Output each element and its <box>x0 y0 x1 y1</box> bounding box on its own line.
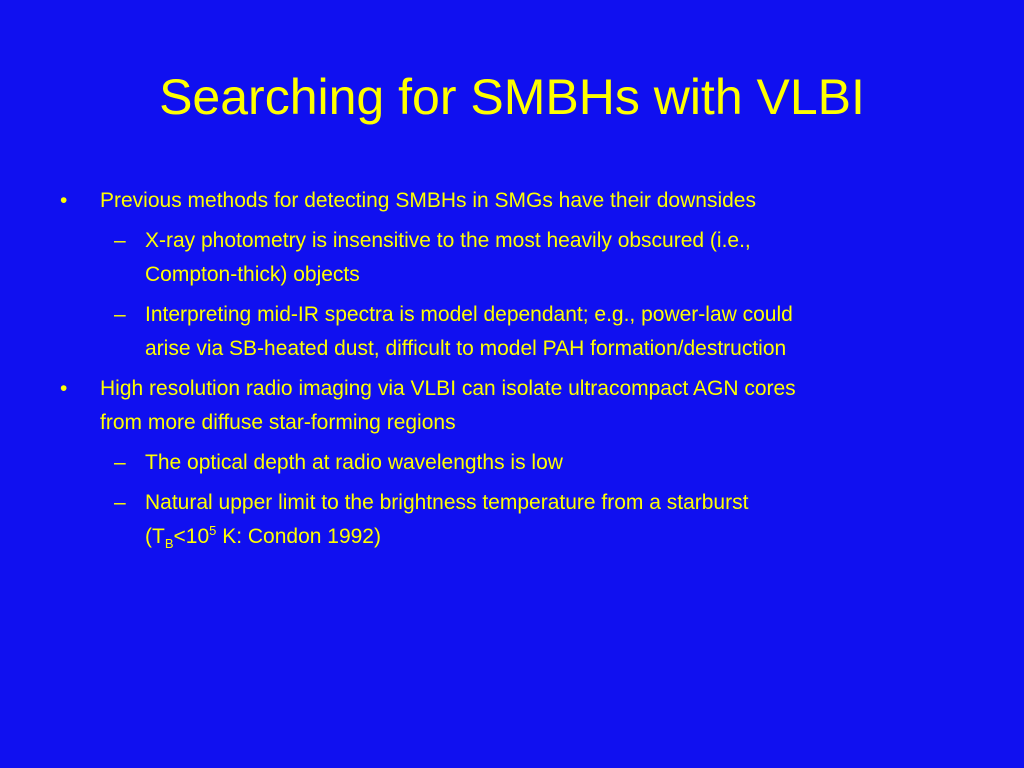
tb-open: (T <box>145 525 165 548</box>
bullet-item <box>0 184 1024 218</box>
bullet-list <box>0 184 1024 560</box>
sub-bullet-text: arise via SB-heated dust, difficult to model PAH formation/destruction <box>145 337 787 360</box>
dash-marker: – <box>114 229 126 252</box>
sub-bullet-item <box>0 224 1024 292</box>
bullet-marker: • <box>60 189 68 212</box>
tb-superscript: 5 <box>209 523 217 538</box>
bullet-marker: • <box>60 377 68 400</box>
tb-mid: <10 <box>173 525 210 548</box>
sub-bullet-item <box>0 446 1024 480</box>
bullet-text: from more diffuse star-forming regions <box>100 411 456 434</box>
dash-marker: – <box>114 451 126 474</box>
sub-bullet-text: Natural upper limit to the brightness temperature from a starburst <box>145 491 749 514</box>
sub-bullet-text: The optical depth at radio wavelengths is low <box>145 451 563 474</box>
bullet-item <box>0 372 1024 440</box>
slide-title: Searching for SMBHs with VLBI <box>159 69 865 125</box>
sub-bullet-text: X-ray photometry is insensitive to the most heavily obscured (i.e., <box>145 229 751 252</box>
sub-bullet-item <box>0 486 1024 554</box>
sub-bullet-item <box>0 298 1024 366</box>
tb-subscript: B <box>164 536 174 552</box>
tb-tail: K: Condon 1992) <box>216 525 381 548</box>
dash-marker: – <box>114 491 126 514</box>
bullet-text: Previous methods for detecting SMBHs in SMGs have their downsides <box>100 189 756 212</box>
sub-bullet-text: Interpreting mid-IR spectra is model dependant; e.g., power-law could <box>145 303 793 326</box>
brightness-temperature-line <box>145 520 1024 554</box>
dash-marker: – <box>114 303 126 326</box>
bullet-text: High resolution radio imaging via VLBI can isolate ultracompact AGN cores <box>100 377 796 400</box>
sub-bullet-text: Compton-thick) objects <box>145 263 360 286</box>
